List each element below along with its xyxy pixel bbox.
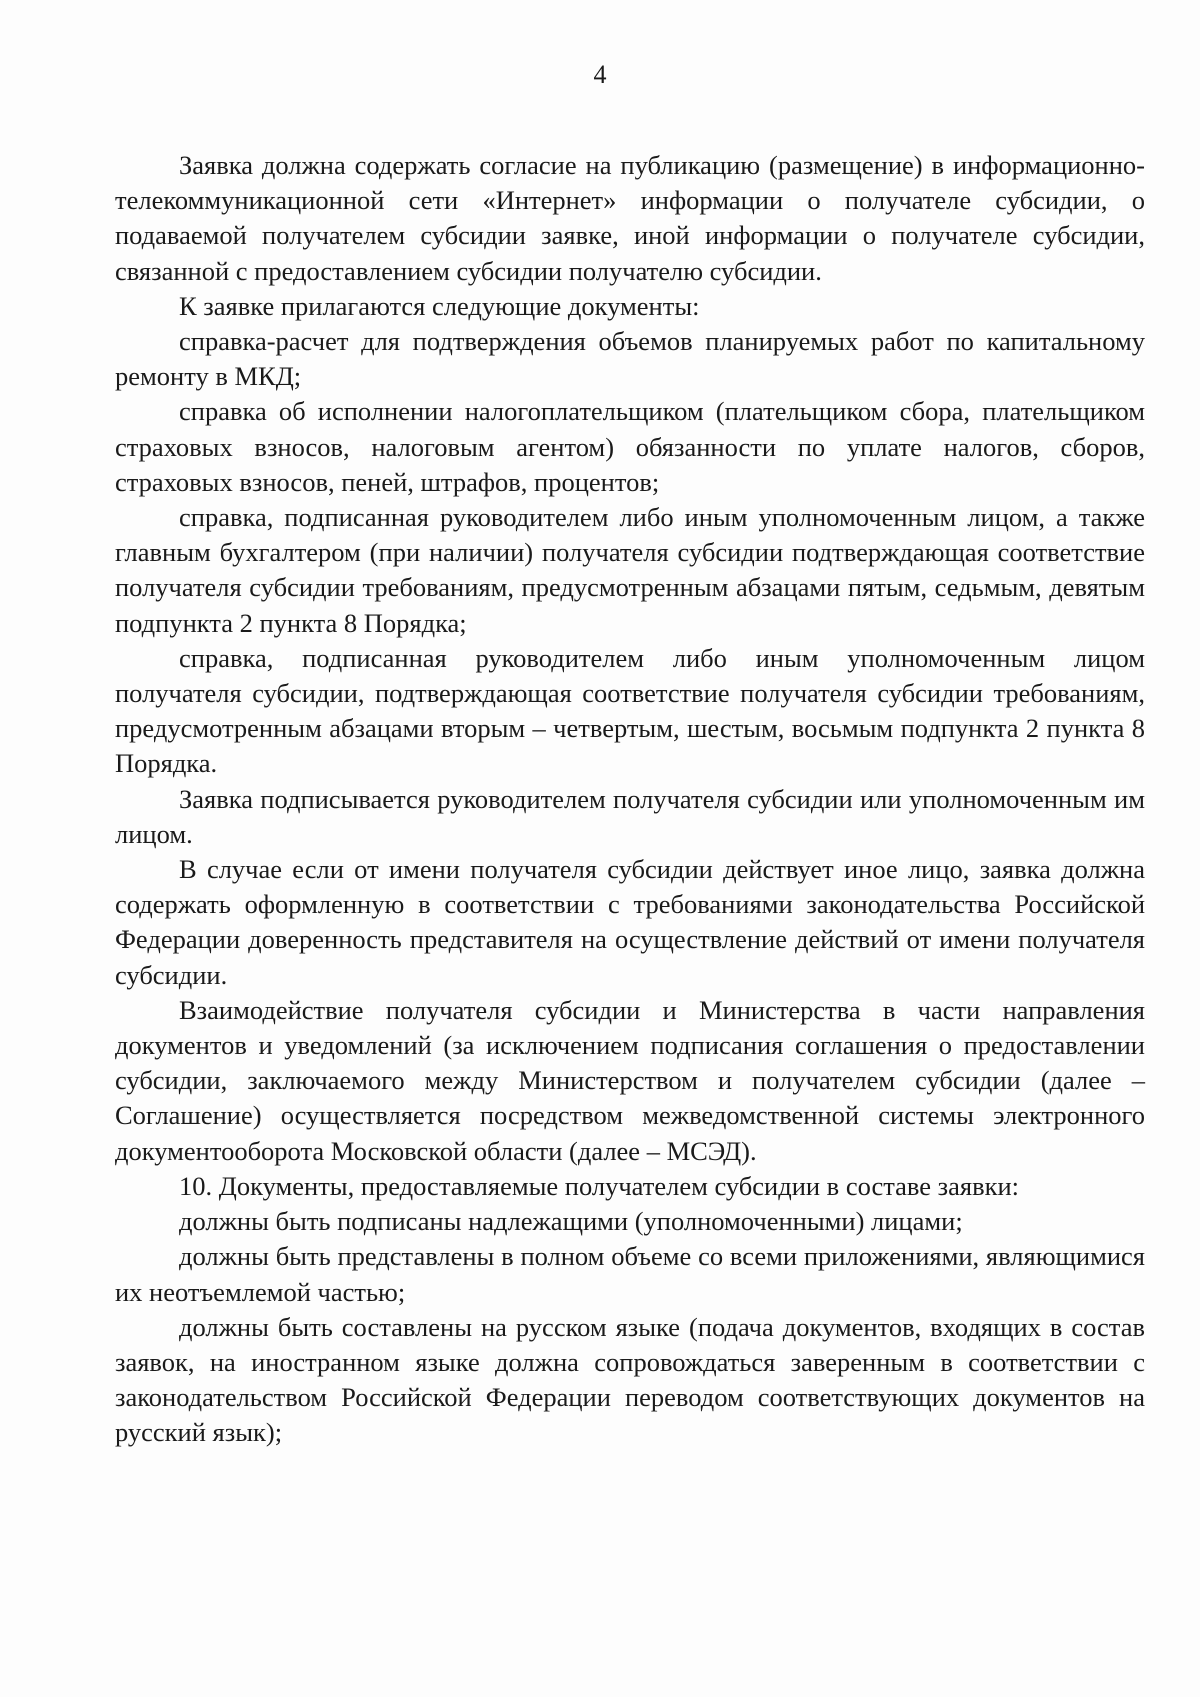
paragraph-calculation-certificate: справка-расчет для подтверждения объемов планируемых работ по капитальному ремонту в МКД; bbox=[115, 326, 1145, 392]
document-body bbox=[115, 148, 1145, 1451]
paragraph-russian-language: должны быть составлены на русском языке (подача документов, входящих в состав заявок, на иностранном языке должна сопровождаться заверенным в соответствии с законодательством Российской Федерации переводом соответствующих документов на русский язык); bbox=[115, 1311, 1145, 1448]
paragraph-signed-certificate-accountant: справка, подписанная руководителем либо иным уполномоченным лицом, а также главным бухгалтером (при наличии) получателя субсидии подтверждающая соответствие получателя субсидии требованиям, предусмотренным абзацами пятым, седьмым, девятым подпункта 2 пункта 8 Порядка; bbox=[115, 502, 1145, 638]
paragraph-interaction-msed: Взаимодействие получателя субсидии и Министерства в части направления документов и уведомлений (за исключением подписания соглашения о предоставлении субсидии, заключаемого между Министерством и получателем субсидии (далее – Соглашение) осуществляется посредством межведомственной системы электронного документооборота Московской области (далее – МСЭД). bbox=[115, 994, 1145, 1166]
paragraph-power-of-attorney: В случае если от имени получателя субсидии действует иное лицо, заявка должна содержать оформленную в соответствии с требованиями законодательства Российской Федерации доверенность представителя на осуществление действий от имени получателя субсидии. bbox=[115, 854, 1145, 990]
paragraph-tax-certificate: справка об исполнении налогоплательщиком (плательщиком сбора, плательщиком страховых взносов, налоговым агентом) обязанности по уплате налогов, сборов, страховых взносов, пеней, штрафов, процентов; bbox=[115, 396, 1145, 497]
paragraph-consent: Заявка должна содержать согласие на публикацию (размещение) в информационно-телекоммуникационной сети «Интернет» информации о получателе субсидии, о подаваемой получателем субсидии заявке, иной информации о получателе субсидии, связанной с предоставлением субсидии получателю субсидии. bbox=[115, 150, 1145, 286]
paragraph-section-10: 10. Документы, предоставляемые получателем субсидии в составе заявки: bbox=[179, 1170, 1020, 1201]
paragraph-full-volume: должны быть представлены в полном объеме со всеми приложениями, являющимися их неотъемлемой частью; bbox=[115, 1241, 1145, 1307]
page-number: 4 bbox=[593, 60, 607, 89]
paragraph-application-signing: Заявка подписывается руководителем получателя субсидии или уполномоченным им лицом. bbox=[115, 783, 1145, 849]
paragraph-attachments-intro: К заявке прилагаются следующие документы: bbox=[179, 290, 700, 321]
paragraph-signed-by-authorized: должны быть подписаны надлежащими (уполномоченными) лицами; bbox=[179, 1206, 963, 1237]
paragraph-signed-certificate-requirements: справка, подписанная руководителем либо иным уполномоченным лицом получателя субсидии, подтверждающая соответствие получателя субсидии требованиям, предусмотренным абзацами вторым – четвертым, шестым, восьмым подпункта 2 пункта 8 Порядка. bbox=[115, 642, 1145, 779]
